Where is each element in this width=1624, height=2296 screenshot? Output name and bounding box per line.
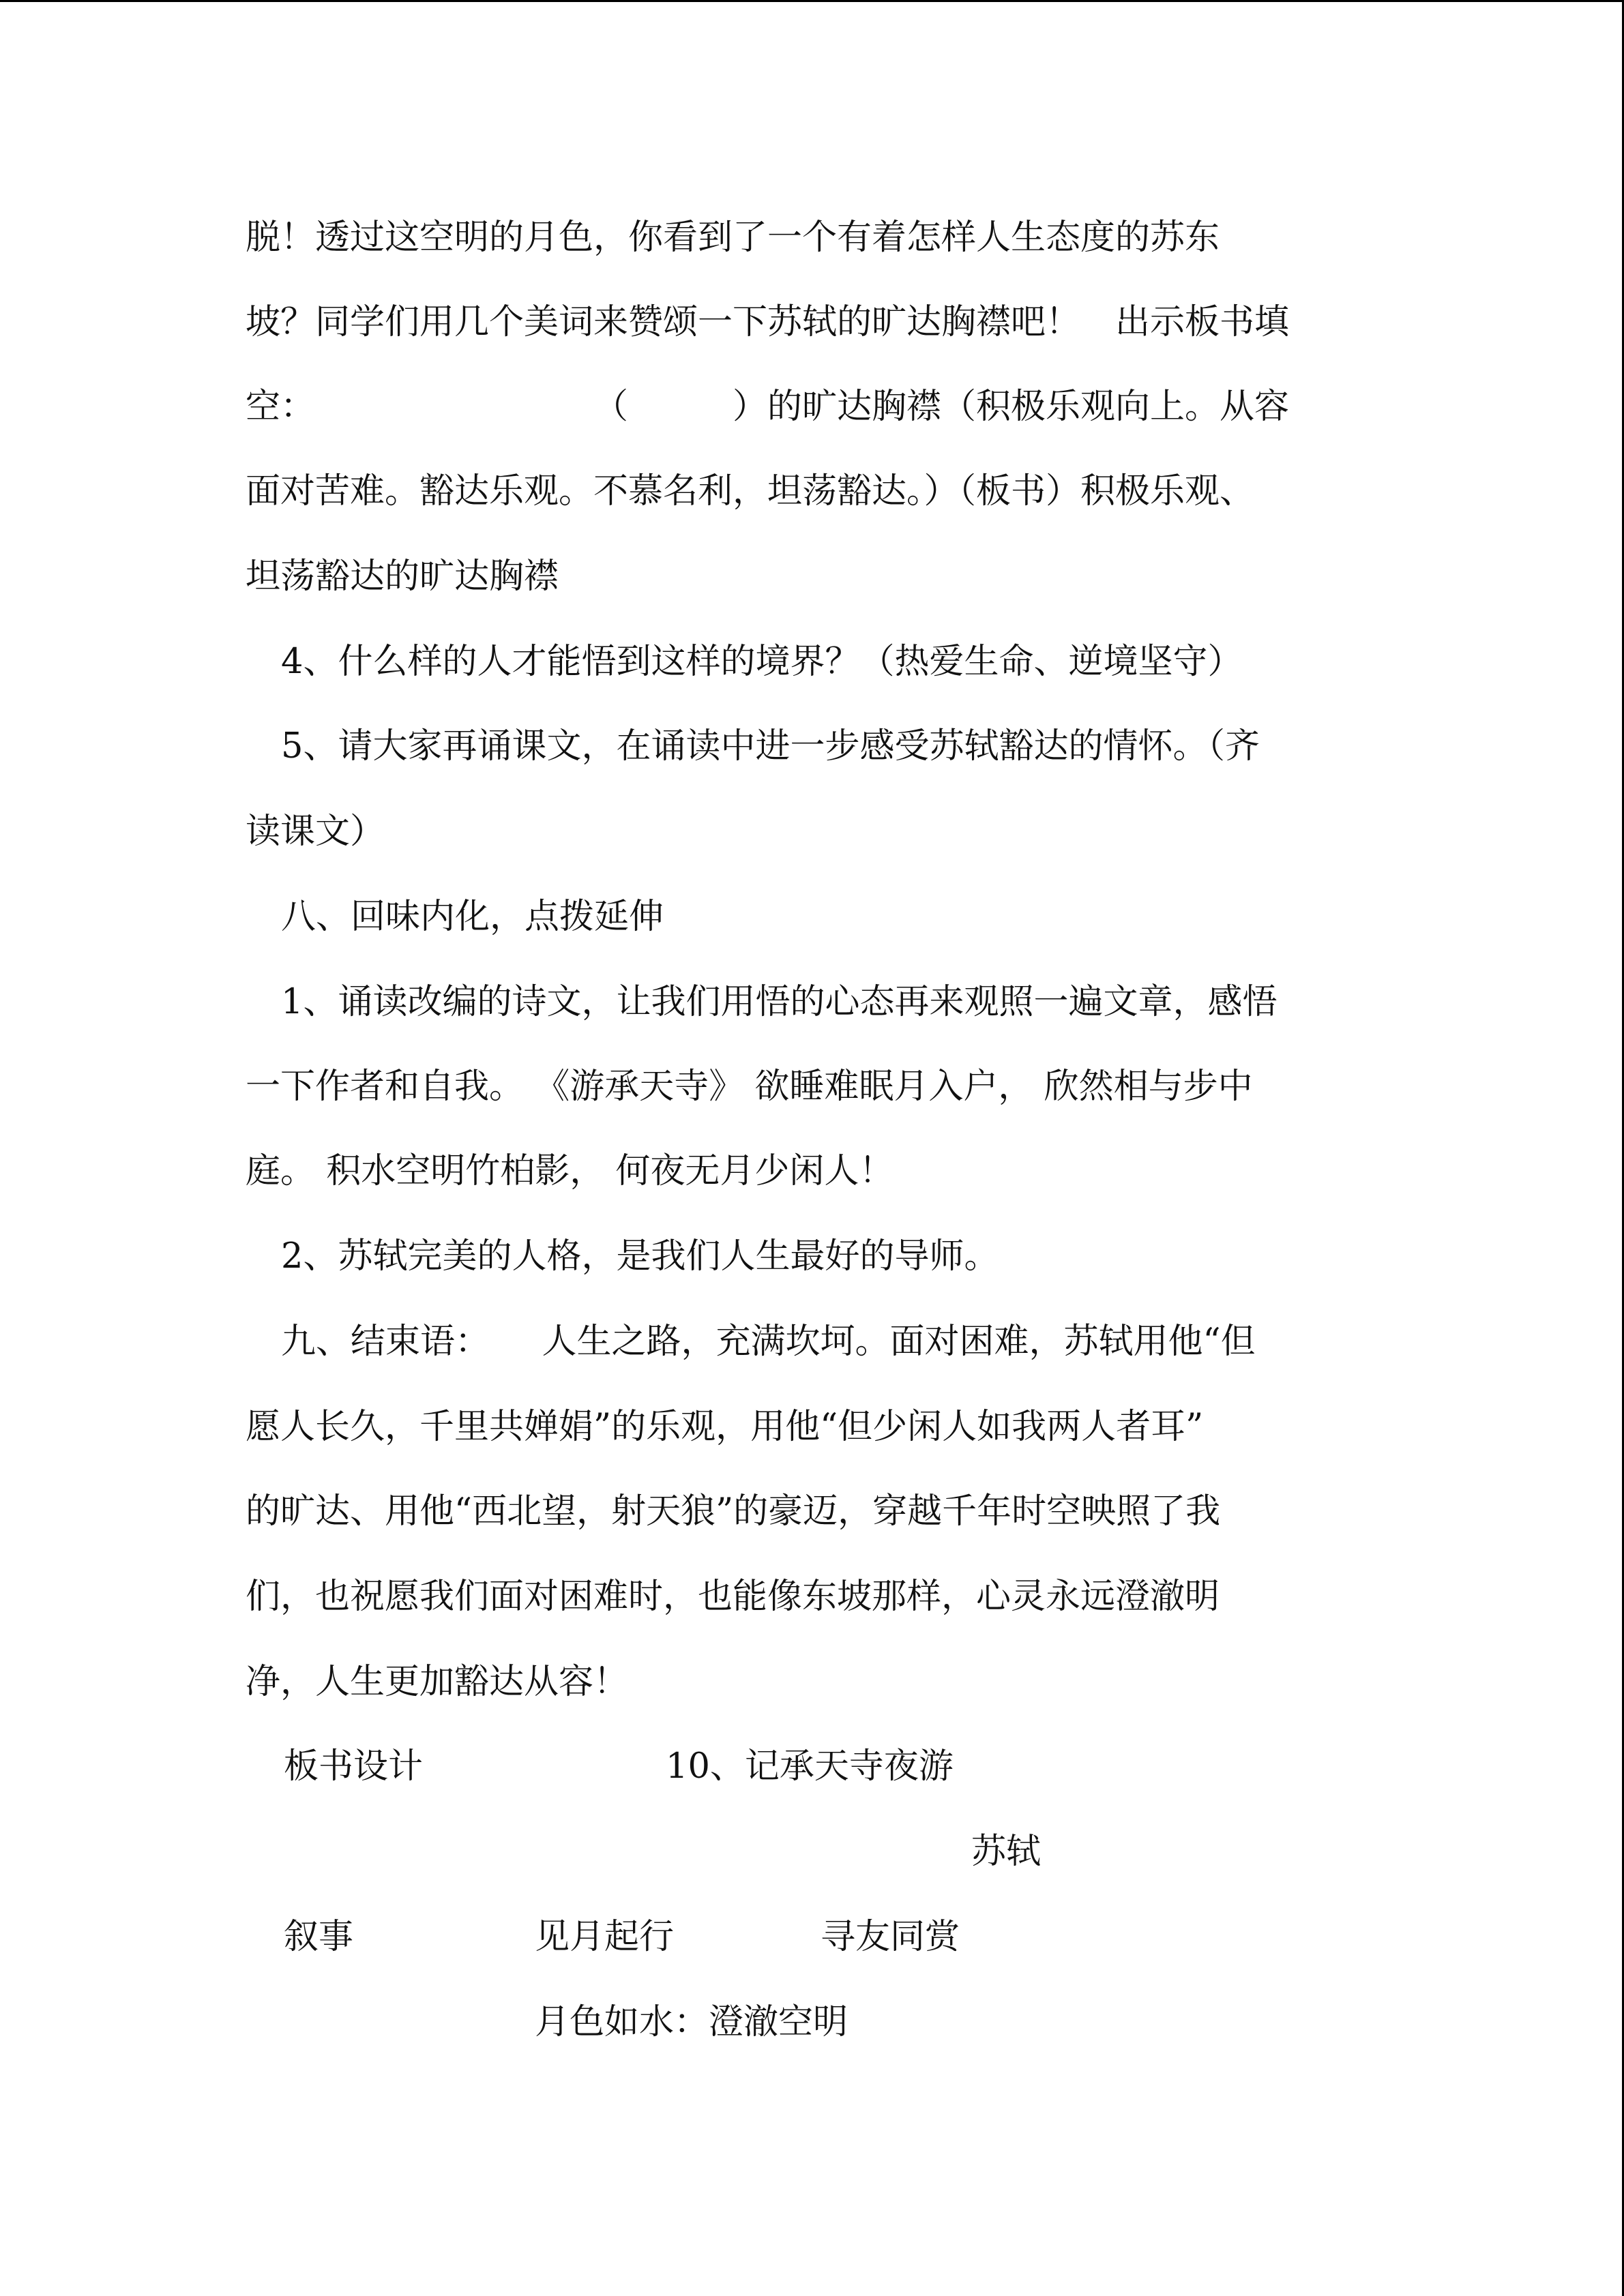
board-item-2: 寻友同赏 — [821, 1917, 960, 1957]
paragraph-line: 们，也祝愿我们面对困难时，也能像东坡那样，心灵永远澄澈明 — [246, 1577, 1220, 1617]
board-author: 苏轼 — [971, 1832, 1042, 1872]
section-heading: 八、回味内化，点拨延伸 — [281, 897, 664, 937]
board-moon-line: 月色如水：澄澈空明 — [535, 2002, 848, 2042]
paragraph-line: 1、诵读改编的诗文，让我们用悟的心态再来观照一遍文章，感悟 — [281, 982, 1278, 1022]
paragraph-line: 脱！透过这空明的月色，你看到了一个有着怎样人生态度的苏东 — [246, 218, 1220, 258]
paragraph-line: 坦荡豁达的旷达胸襟 — [246, 556, 559, 597]
board-narration-label: 叙事 — [284, 1917, 354, 1957]
board-item-1: 见月起行 — [535, 1917, 675, 1957]
paragraph-line: 2、苏轼完美的人格，是我们人生最好的导师。 — [281, 1236, 999, 1277]
paragraph-line: 净，人生更加豁达从容！ — [246, 1662, 629, 1702]
paragraph-line: 愿人长久，千里共婵娟”的乐观，用他“但少闲人如我两人者耳” — [246, 1407, 1204, 1447]
board-title: 10、记承天寺夜游 — [666, 1746, 954, 1787]
page-top-border — [0, 0, 1624, 2]
paragraph-line: 坡？同学们用几个美词来赞颂一下苏轼的旷达胸襟吧！ 出示板书填 — [246, 302, 1290, 342]
paragraph-line: 5、请大家再诵课文，在诵读中进一步感受苏轼豁达的情怀。（齐 — [281, 726, 1260, 766]
paragraph-line: 读课文） — [246, 811, 385, 852]
paragraph-line: 一下作者和自我。 《游承天寺》 欲睡难眠月入户， 欣然相与步中 — [246, 1067, 1253, 1107]
paragraph-line: 九、结束语： 人生之路，充满坎坷。面对困难，苏轼用他“但 — [281, 1322, 1256, 1362]
paragraph-line: 面对苦难。豁达乐观。不慕名利，坦荡豁达。）（板书）积极乐观、 — [246, 471, 1255, 511]
board-design-label: 板书设计 — [284, 1746, 424, 1787]
paragraph-line: 庭。 积水空明竹柏影， 何夜无月少闲人！ — [246, 1151, 894, 1191]
paragraph-line: 空： （ ）的旷达胸襟（积极乐观向上。从容 — [246, 387, 1290, 427]
paragraph-line: 的旷达、用他“西北望，射天狼”的豪迈，穿越千年时空映照了我 — [246, 1491, 1221, 1532]
paragraph-line: 4、什么样的人才能悟到这样的境界？（热爱生命、逆境坚守） — [281, 642, 1243, 682]
